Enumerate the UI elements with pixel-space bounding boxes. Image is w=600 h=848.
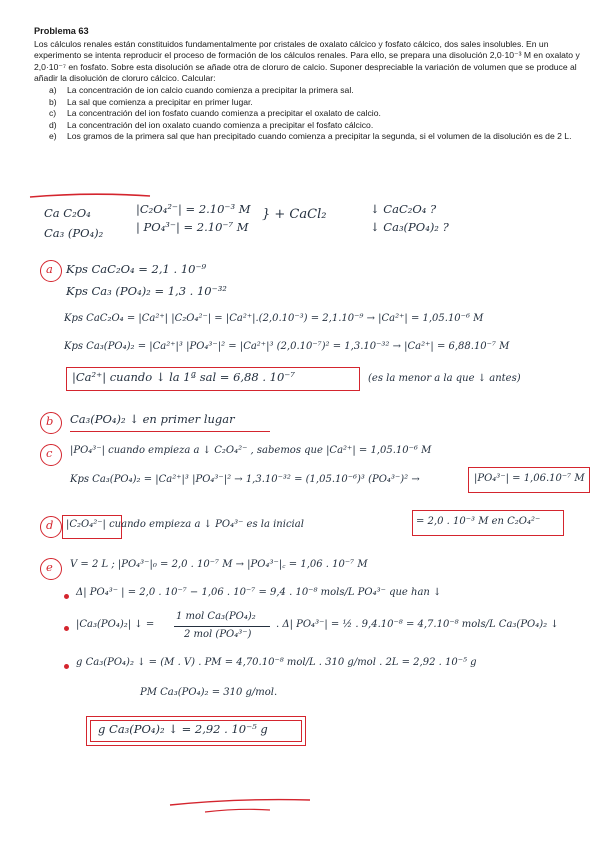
question-item-a: a) La concentración de ion calcio cuando comienza a precipitar la primera sal. (49, 84, 354, 95)
problem-intro: Los cálculos renales están constituidos fundamentalmente por cristales de oxalato cálcico y fosfato cálcico, dos sales insolubles. En un experimento se intenta reproducir el proceso de formación de los cálculos renales. Para ello, se prepara una disolución 2,0·10⁻³ M en oxalato y 2,0·10⁻⁷ en fosfato. Sobre esta disolución se añade otra de cloruro de calcio. Suponer despreciable la variación de volumen que se produce al añadir la disolución de cloruro cálcico. Calcular: (34, 38, 580, 84)
part-b-answer: Ca₃(PO₄)₂ ↓ en primer lugar (70, 412, 235, 426)
part-a-kps-oxalate: Kps CaC₂O₄ = 2,1 . 10⁻⁹ (66, 262, 207, 276)
part-e-bullet-1 (64, 594, 69, 599)
part-c-answer: |PO₄³⁻| = 1,06.10⁻⁷ M (474, 473, 585, 484)
part-a-answer: |Ca²⁺| cuando ↓ la 1ª sal = 6,88 . 10⁻⁷ (72, 370, 295, 384)
part-e-label: e (46, 560, 53, 574)
part-d-line1: |C₂O₄²⁻| cuando empieza a ↓ PO₄³⁻ es la inicial (66, 519, 304, 530)
part-c-label: c (46, 446, 53, 460)
part-c-line1: |PO₄³⁻| cuando empieza a ↓ C₂O₄²⁻ , sabemos que |Ca²⁺| = 1,05.10⁻⁶ M (70, 445, 432, 456)
separator-stroke-bottom-2 (205, 809, 270, 812)
separator-stroke-bottom (170, 800, 310, 805)
question-item-b: b) La sal que comienza a precipitar en primer lugar. (49, 96, 253, 107)
setup-conc-phosphate: | PO₄³⁻| = 2.10⁻⁷ M (136, 220, 249, 234)
part-e-fraction-bar (174, 626, 270, 627)
part-c-line2: Kps Ca₃(PO₄)₂ = |Ca²⁺|³ |PO₄³⁻|² → 1,3.10⁻³² = (1,05.10⁻⁶)³ (PO₄³⁻)² → (70, 474, 420, 485)
part-a-label: a (46, 262, 53, 276)
part-e-bullet-2 (64, 626, 69, 631)
part-e-fraction-denominator: 2 mol (PO₄³⁻) (184, 629, 252, 640)
question-item-d: d) La concentración del ion oxalato cuando comienza a precipitar el fosfato cálcico. (49, 119, 374, 130)
part-e-fraction-numerator: 1 mol Ca₃(PO₄)₂ (176, 611, 256, 622)
part-a-note: (es la menor a la que ↓ antes) (368, 373, 521, 384)
question-item-c: c) La concentración del ion fosfato cuando comienza a precipitar el oxalato de calcio. (49, 108, 381, 119)
problem-title: Problema 63 (34, 26, 89, 36)
setup-conc-oxalate: |C₂O₄²⁻| = 2.10⁻³ M (136, 202, 251, 216)
part-b-underline (70, 431, 270, 432)
part-a-calc-oxalate: Kps CaC₂O₄ = |Ca²⁺| |C₂O₄²⁻| = |Ca²⁺|.(2,0.10⁻³) = 2,1.10⁻⁹ → |Ca²⁺| = 1,05.10⁻⁶ M (64, 313, 484, 324)
part-e-answer: g Ca₃(PO₄)₂ ↓ = 2,92 . 10⁻⁵ g (98, 722, 268, 736)
setup-question-oxalate: ↓ CaC₂O₄ ? (370, 202, 437, 216)
setup-question-phosphate: ↓ Ca₃(PO₄)₂ ? (370, 220, 449, 234)
part-e-line3b: . Δ| PO₄³⁻| = ½ . 9,4.10⁻⁸ = 4,7.10⁻⁸ mols/L Ca₃(PO₄)₂ ↓ (276, 619, 559, 630)
part-e-line2: Δ| PO₄³⁻ | = 2,0 . 10⁻⁷ − 1,06 . 10⁻⁷ = 9,4 . 10⁻⁸ mols/L PO₄³⁻ que han ↓ (76, 587, 442, 598)
setup-salt-phosphate: Ca₃ (PO₄)₂ (44, 226, 104, 240)
part-a-kps-phosphate: Kps Ca₃ (PO₄)₂ = 1,3 . 10⁻³² (66, 284, 227, 298)
part-d-answer: = 2,0 . 10⁻³ M en C₂O₄²⁻ (416, 516, 541, 527)
part-e-line5: PM Ca₃(PO₄)₂ = 310 g/mol. (140, 687, 278, 698)
part-e-line4: g Ca₃(PO₄)₂ ↓ = (M . V) . PM = 4,70.10⁻⁸ mol/L . 310 g/mol . 2L = 2,92 . 10⁻⁵ g (76, 657, 477, 668)
part-e-line3a: |Ca₃(PO₄)₂| ↓ = (76, 619, 155, 630)
question-item-e: e) Los gramos de la primera sal que han precipitado cuando comienza a precipitar la segunda, si el volumen de la disolución es de 2 L. (49, 131, 572, 142)
setup-add-cacl2: } + CaCl₂ (262, 207, 327, 222)
part-b-label: b (46, 414, 54, 428)
part-d-label: d (46, 518, 54, 532)
setup-salt-oxalate: Ca C₂O₄ (44, 206, 91, 220)
separator-stroke-top (30, 194, 150, 197)
part-e-line1: V = 2 L ; |PO₄³⁻|₀ = 2,0 . 10⁻⁷ M → |PO₄³⁻|꜀ = 1,06 . 10⁻⁷ M (70, 559, 368, 570)
part-e-bullet-3 (64, 664, 69, 669)
part-a-calc-phosphate: Kps Ca₃(PO₄)₂ = |Ca²⁺|³ |PO₄³⁻|² = |Ca²⁺|³ (2,0.10⁻⁷)² = 1,3.10⁻³² → |Ca²⁺| = 6,88.10⁻⁷ M (64, 341, 510, 352)
